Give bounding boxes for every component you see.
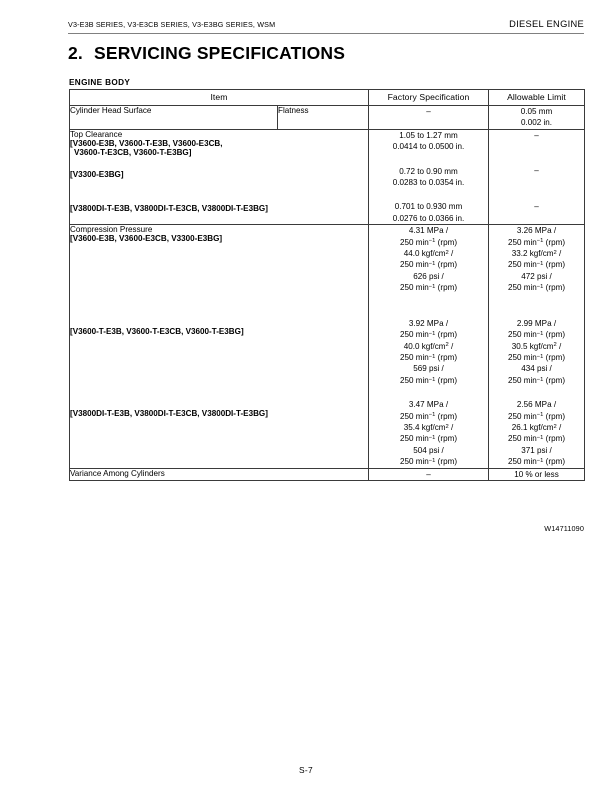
g1-allowable-mpa: 3.26 MPa / — [516, 226, 557, 236]
g2-factory-kgf-rpm: 250 $\min^{-1} (rpm)$ — [399, 352, 458, 362]
group-2-factory-in: 0.0283 to 0.0354 in. — [392, 178, 465, 188]
superscript-inverse-one: −1 — [428, 412, 436, 419]
section-number: 2. — [68, 43, 83, 63]
superscript-inverse-one: −1 — [428, 284, 436, 291]
item-cylinder-head-surface — [70, 106, 278, 130]
model-group-3: [V3800DI-T-E3B, V3800DI-T-E3CB, V3800DI-T-E3BG] — [70, 409, 268, 419]
g3-allowable-psi-rpm: 250 $\min^{-1} (rpm)$ — [507, 457, 566, 467]
g1-allowable-psi: 472 psi / — [521, 271, 552, 281]
model-group-1: [V3600-E3B, V3600-E3CB, V3300-E3BG] — [70, 234, 223, 244]
g3-allowable-psi: 371 psi / — [521, 445, 552, 455]
g3-factory-kgf: 35.4 kgf/$cm^2$ / — [403, 422, 454, 432]
superscript-inverse-one: −1 — [536, 284, 544, 291]
g2-allowable-kgf-rpm: 250 $\min^{-1} (rpm)$ — [507, 352, 566, 362]
g3-factory-mpa: 3.47 MPa / — [408, 400, 449, 410]
value-text-in: 0.002 in. — [520, 118, 553, 128]
superscript-squared: 2 — [553, 249, 557, 256]
g2-factory-psi: 569 psi / — [413, 364, 444, 374]
g3-factory-kgf-rpm: 250 $\min^{-1} (rpm)$ — [399, 434, 458, 444]
table-row — [70, 468, 585, 480]
running-header-right: DIESEL ENGINE — [509, 19, 584, 29]
g1-factory-kgf: 44.0 kgf/$cm^2$ / — [403, 249, 454, 259]
table-header-row — [70, 90, 585, 106]
page-title — [68, 43, 345, 64]
page-number: S-7 — [299, 765, 313, 775]
superscript-squared: 2 — [445, 423, 449, 430]
factory-value-compression-pressure — [369, 225, 489, 468]
allowable-value-compression-pressure — [489, 225, 585, 468]
specification-table — [69, 89, 585, 481]
superscript-inverse-one: −1 — [428, 330, 436, 337]
value-text: 10 % or less — [514, 469, 559, 479]
column-header-allowable-limit: Allowable Limit — [489, 90, 585, 106]
group-3-allowable: – — [534, 201, 539, 211]
superscript-inverse-one: −1 — [536, 238, 544, 245]
g1-allowable-kgf-rpm: 250 $\min^{-1} (rpm)$ — [507, 260, 566, 270]
superscript-inverse-one: −1 — [536, 376, 544, 383]
g3-factory-mpa-rpm: 250 $\min^{-1} (rpm)$ — [399, 411, 458, 421]
superscript-inverse-one: −1 — [428, 261, 436, 268]
group-2-allowable: – — [534, 166, 539, 176]
allowable-value-top-clearance — [489, 129, 585, 224]
factory-value-top-clearance — [369, 129, 489, 224]
figure-reference-code: W14711090 — [544, 524, 584, 533]
g1-factory-kgf-rpm: 250 $\min^{-1} (rpm)$ — [399, 260, 458, 270]
g2-allowable-kgf: 30.5 kgf/$cm^2$ / — [511, 341, 562, 351]
item-label: Top Clearance — [70, 129, 123, 139]
g2-allowable-psi-rpm: 250 $\min^{-1} (rpm)$ — [507, 375, 566, 385]
g1-factory-psi: 626 psi / — [413, 271, 444, 281]
group-3-factory-mm: 0.701 to 0.930 mm — [394, 202, 463, 212]
superscript-squared: 2 — [553, 423, 557, 430]
g1-allowable-mpa-rpm: 250 $\min^{-1} (rpm)$ — [507, 237, 566, 247]
superscript-inverse-one: −1 — [428, 238, 436, 245]
superscript-inverse-one: −1 — [536, 353, 544, 360]
factory-value-variance — [369, 468, 489, 480]
section-title-text: SERVICING SPECIFICATIONS — [94, 43, 346, 63]
column-header-factory-specification: Factory Specification — [369, 90, 489, 106]
superscript-squared: 2 — [445, 342, 449, 349]
model-group-1-line1: [V3600-E3B, V3600-T-E3B, V3600-E3CB, — [70, 138, 223, 148]
item-variance-among-cylinders — [70, 468, 369, 480]
superscript-inverse-one: −1 — [536, 457, 544, 464]
g1-allowable-psi-rpm: 250 $\min^{-1} (rpm)$ — [507, 283, 566, 293]
column-header-item: Item — [70, 90, 369, 106]
superscript-inverse-one: −1 — [428, 376, 436, 383]
value-text: – — [426, 469, 431, 479]
group-1-factory-mm: 1.05 to 1.27 mm — [399, 130, 458, 140]
g2-factory-mpa-rpm: 250 $\min^{-1} (rpm)$ — [399, 330, 458, 340]
g2-factory-psi-rpm: 250 $\min^{-1} (rpm)$ — [399, 375, 458, 385]
superscript-inverse-one: −1 — [536, 261, 544, 268]
superscript-inverse-one: −1 — [536, 412, 544, 419]
item-compression-pressure — [70, 225, 369, 468]
superscript-inverse-one: −1 — [536, 330, 544, 337]
model-group-2-line1: [V3300-E3BG] — [70, 169, 124, 179]
running-header — [68, 19, 584, 34]
item-top-clearance — [70, 129, 369, 224]
superscript-inverse-one: −1 — [428, 353, 436, 360]
running-header-left: V3-E3B SERIES, V3-E3CB SERIES, V3-E3BG SERIES, WSM — [68, 20, 276, 29]
model-group-2: [V3600-T-E3B, V3600-T-E3CB, V3600-T-E3BG] — [70, 327, 244, 337]
g3-allowable-mpa: 2.56 MPa / — [516, 400, 557, 410]
g3-allowable-kgf: 26.1 kgf/$cm^2$ / — [511, 422, 562, 432]
g3-allowable-mpa-rpm: 250 $\min^{-1} (rpm)$ — [507, 411, 566, 421]
factory-value-cylinder-head — [369, 106, 489, 130]
table-row — [70, 129, 585, 224]
g1-allowable-kgf: 33.2 kgf/$cm^2$ / — [511, 249, 562, 259]
superscript-inverse-one: −1 — [428, 457, 436, 464]
allowable-value-variance — [489, 468, 585, 480]
model-group-3-line1: [V3800DI-T-E3B, V3800DI-T-E3CB, V3800DI-T-E3BG] — [70, 203, 268, 213]
group-1-factory-in: 0.0414 to 0.0500 in. — [392, 142, 465, 152]
table-row — [70, 106, 585, 130]
g2-factory-kgf: 40.0 kgf/$cm^2$ / — [403, 341, 454, 351]
subsection-heading: ENGINE BODY — [69, 78, 131, 87]
g2-allowable-mpa-rpm: 250 $\min^{-1} (rpm)$ — [507, 330, 566, 340]
value-text: – — [426, 107, 431, 116]
g1-factory-mpa: 4.31 MPa / — [408, 226, 449, 236]
group-1-allowable: – — [534, 130, 539, 140]
group-2-factory-mm: 0.72 to 0.90 mm — [399, 166, 458, 176]
item-sub-label: Flatness — [278, 106, 309, 115]
table-row — [70, 225, 585, 468]
g1-factory-mpa-rpm: 250 $\min^{-1} (rpm)$ — [399, 237, 458, 247]
item-label: Cylinder Head Surface — [70, 106, 152, 115]
item-sub-flatness — [278, 106, 369, 130]
item-label: Compression Pressure — [70, 225, 153, 235]
allowable-value-cylinder-head — [489, 106, 585, 130]
g3-factory-psi: 504 psi / — [413, 445, 444, 455]
g2-allowable-psi: 434 psi / — [521, 364, 552, 374]
superscript-squared: 2 — [553, 342, 557, 349]
g2-allowable-mpa: 2.99 MPa / — [516, 318, 557, 328]
model-group-1-line2: V3600-T-E3CB, V3600-T-E3BG] — [74, 147, 192, 157]
superscript-inverse-one: −1 — [428, 435, 436, 442]
g2-factory-mpa: 3.92 MPa / — [408, 318, 449, 328]
g3-allowable-kgf-rpm: 250 $\min^{-1} (rpm)$ — [507, 434, 566, 444]
group-3-factory-in: 0.0276 to 0.0366 in. — [392, 213, 465, 223]
value-text-mm: 0.05 mm — [520, 107, 553, 116]
superscript-squared: 2 — [445, 249, 449, 256]
item-label: Variance Among Cylinders — [70, 468, 165, 478]
g3-factory-psi-rpm: 250 $\min^{-1} (rpm)$ — [399, 457, 458, 467]
superscript-inverse-one: −1 — [536, 435, 544, 442]
g1-factory-psi-rpm: 250 $\min^{-1} (rpm)$ — [399, 283, 458, 293]
